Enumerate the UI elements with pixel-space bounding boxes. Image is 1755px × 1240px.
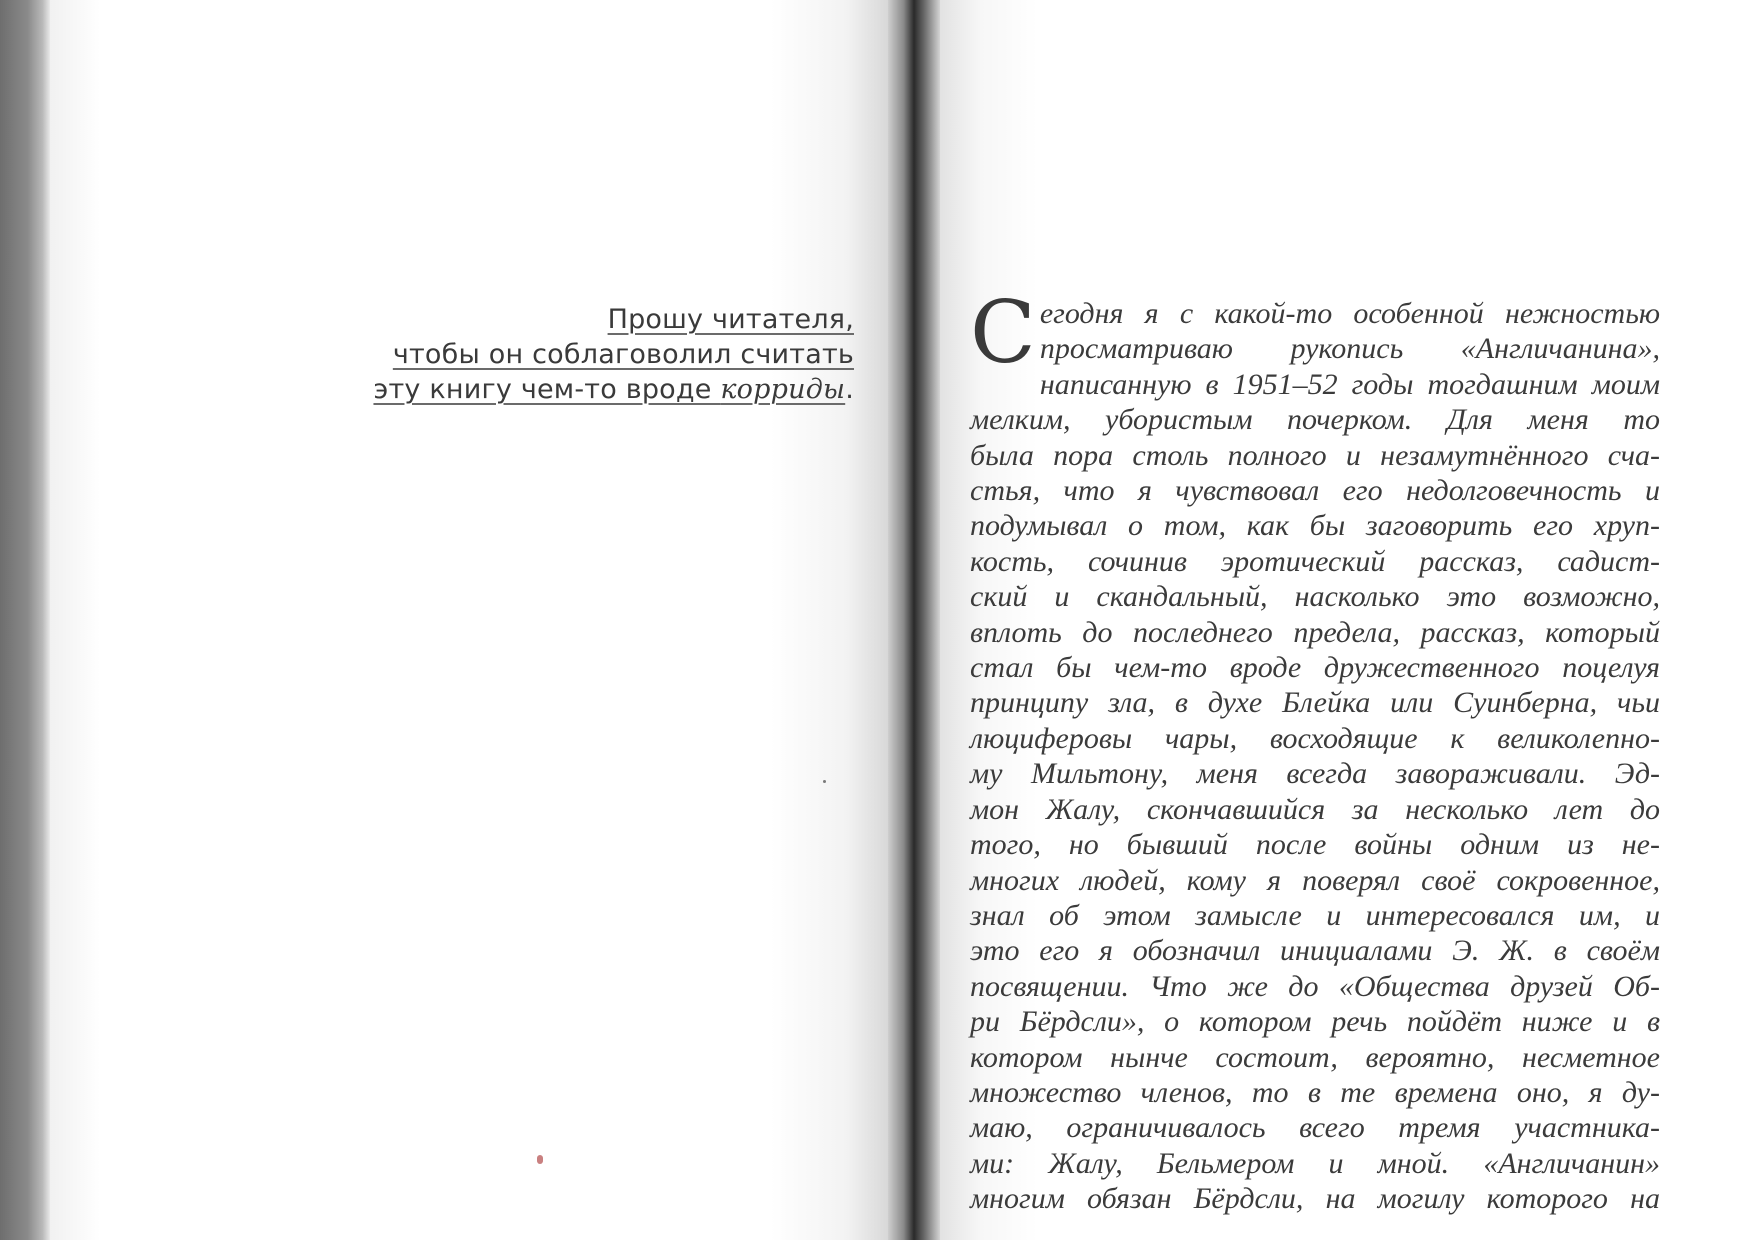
book-gutter [888, 0, 940, 1240]
body-line: просматриваю рукопись «Англичанина», [1039, 332, 1660, 366]
epigraph-line-3-italic: корриды [720, 374, 846, 405]
scan-edge [0, 0, 50, 1240]
left-page [50, 0, 888, 1240]
body-line: егодня я с какой-то особенной нежностью [1039, 297, 1660, 330]
body-line: ми: Жалу, Бельмером и мной. «Англичанин» [970, 1146, 1660, 1180]
body-line: посвящении. Что же до «Общества друзей Об- [970, 969, 1660, 1003]
body-line: подумывал о том, как бы заговорить его хруп- [970, 509, 1660, 543]
body-line: многих людей, кому я поверял своё сокровенное, [970, 863, 1660, 897]
body-line: знал об этом замысле и интересовался им, и [970, 898, 1660, 932]
body-line: му Мильтону, меня всегда завораживали. Эд- [970, 757, 1660, 791]
epigraph-line-3-suffix: . [845, 374, 854, 405]
body-line: того, но бывший после войны одним из не- [970, 828, 1660, 862]
stray-ink-mark [537, 1155, 543, 1164]
body-line: ский и скандальный, насколько это возможно, [970, 580, 1660, 614]
body-line: кость, сочинив эротический рассказ, садист- [970, 544, 1660, 578]
epigraph-line-2-text: чтобы он соблаговолил считать [392, 339, 854, 370]
body-line: принципу зла, в духе Блейка или Суинберна, чьи [970, 686, 1660, 720]
body-line: написанную в 1951–52 годы тогдашним моим [1039, 367, 1660, 401]
body-line: многим обязан Бёрдсли, на могилу которого на [970, 1182, 1660, 1216]
body-line: ри Бёрдсли», о котором речь пойдёт ниже и в [970, 1005, 1660, 1039]
body-line: множество членов, то в те времена оно, я ду- [970, 1075, 1660, 1109]
body-line: это его я обозначил инициалами Э. Ж. в своём [970, 934, 1660, 968]
first-lines [970, 283, 1660, 383]
body-line: была пора столь полного и незамутнённого сча- [970, 438, 1660, 472]
epigraph-line-2 [154, 337, 854, 372]
body-text [970, 283, 1660, 1217]
body-line: мелким, убористым почерком. Для меня то [970, 403, 1660, 437]
body-line: маю, ограничивалось всего тремя участника- [970, 1111, 1660, 1145]
body-line: люциферовы чары, восходящие к великолепно- [970, 721, 1660, 755]
epigraph-line-3-prefix: эту книгу чем-то вроде [373, 374, 721, 405]
epigraph-line-3 [154, 372, 854, 407]
body-line: стья, что я чувствовал его недолговечность и [970, 474, 1660, 508]
drop-cap: С [970, 283, 1036, 383]
body-line: котором нынче состоит, вероятно, несметное [970, 1040, 1660, 1074]
body-line: мон Жалу, скончавшийся за несколько лет до [970, 792, 1660, 826]
epigraph-line-1: Прошу читателя, [607, 304, 854, 335]
body-line: вплоть до последнего предела, рассказ, который [970, 615, 1660, 649]
epigraph [154, 302, 888, 407]
right-page [940, 0, 1755, 1240]
stray-dot [823, 780, 826, 783]
body-line: стал бы чем-то вроде дружественного поцелуя [970, 651, 1660, 685]
